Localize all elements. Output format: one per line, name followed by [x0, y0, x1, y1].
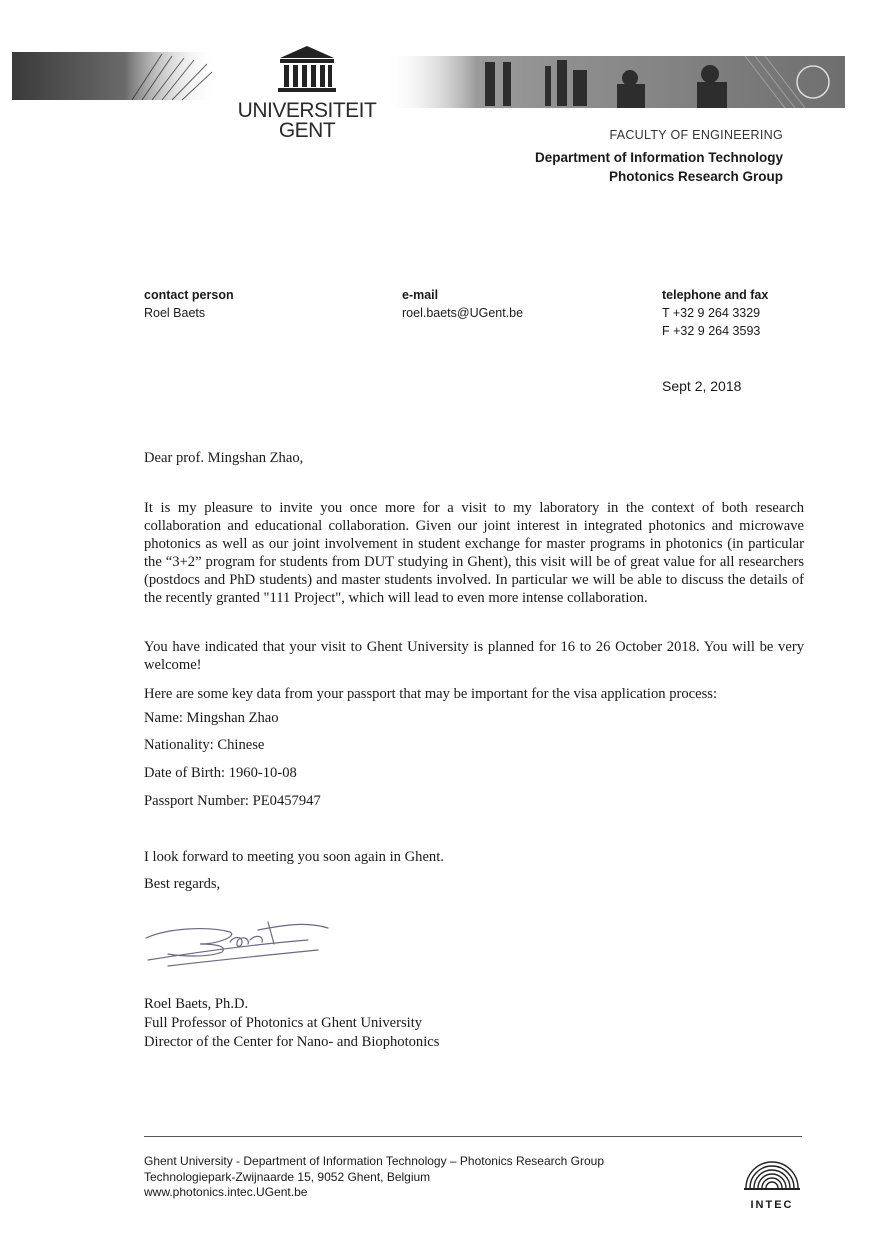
banner-left-image: [12, 52, 217, 102]
handwritten-signature: [138, 910, 338, 970]
passport-nationality: Nationality: Chinese: [144, 737, 265, 753]
paragraph-visit-dates: You have indicated that your visit to Ghent University is planned for 16 to 26 October 2018. You will be very welcome!: [144, 639, 804, 673]
letter-date: Sept 2, 2018: [662, 378, 742, 394]
university-name-line2: GENT: [278, 119, 336, 142]
phone-label: telephone and fax: [662, 288, 769, 302]
footer-line-address: Technologiepark-Zwijnaarde 15, 9052 Ghent, Belgium: [144, 1169, 431, 1184]
contact-person-name: Roel Baets: [144, 306, 206, 320]
email-label: e-mail: [402, 288, 439, 302]
intec-logo-text: INTEC: [750, 1199, 794, 1211]
closing-regards: Best regards,: [144, 876, 221, 892]
signatory-title-director: Director of the Center for Nano- and Biophotonics: [144, 1034, 440, 1050]
signatory-name: Roel Baets, Ph.D.: [144, 996, 249, 1012]
paragraph-invitation: It is my pleasure to invite you once more for a visit to my laboratory in the context of both research collaboration and educational collaboration. Given our joint interest in integrated photonics and microwave photonics as well as our joint involvement in student exchange for master programs in photonics (in particular the “3+2” program for students from DUT studying in Ghent), this visit will be of great value for all researchers (postdocs and PhD students) and master students involved. In particular we will be able to discuss the details of the recently granted "111 Project", which will lead to even more intense collaboration.: [144, 500, 804, 606]
university-name-line1: UNIVERSITEIT: [237, 99, 377, 122]
department-name: Department of Information Technology: [534, 150, 783, 165]
passport-name: Name: Mingshan Zhao: [144, 710, 279, 726]
phone-number: T +32 9 264 3329: [662, 306, 761, 320]
passport-number: Passport Number: PE0457947: [144, 793, 321, 809]
faculty-name: FACULTY OF ENGINEERING: [609, 128, 783, 142]
intec-arcs-icon: [742, 1146, 802, 1192]
university-building-icon: [276, 44, 338, 94]
fax-number: F +32 9 264 3593: [662, 324, 761, 338]
footer-line-website: www.photonics.intec.UGent.be: [144, 1185, 308, 1199]
email-address: roel.baets@UGent.be: [402, 306, 524, 320]
contact-person-block: [144, 286, 234, 322]
intec-logo: [742, 1146, 802, 1210]
email-block: [402, 286, 523, 322]
university-logo: [232, 44, 382, 144]
signatory-title-professor: Full Professor of Photonics at Ghent University: [144, 1015, 423, 1031]
footer-line-organisation: Ghent University - Department of Information Technology – Photonics Research Group: [144, 1154, 605, 1168]
salutation: Dear prof. Mingshan Zhao,: [144, 450, 304, 466]
footer-address: [144, 1154, 604, 1201]
contact-person-label: contact person: [144, 288, 234, 302]
banner-right-image: [385, 56, 845, 108]
paragraph-passport-intro: Here are some key data from your passport that may be important for the visa application process:: [144, 686, 718, 702]
research-group-name: Photonics Research Group: [608, 169, 783, 184]
closing-line: I look forward to meeting you soon again in Ghent.: [144, 849, 444, 865]
footer-divider: [144, 1136, 802, 1137]
phone-block: [662, 286, 768, 340]
passport-date-of-birth: Date of Birth: 1960-10-08: [144, 765, 297, 781]
